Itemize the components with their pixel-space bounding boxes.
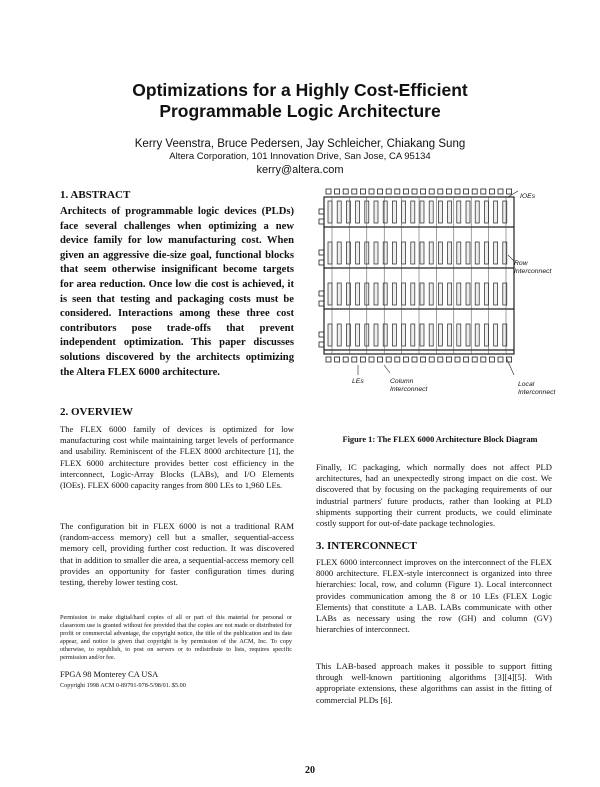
lab-rows bbox=[319, 201, 514, 350]
logic-element bbox=[374, 324, 378, 346]
label-column: Column bbox=[390, 378, 414, 385]
ioe-cell bbox=[386, 189, 391, 194]
ioe-cell bbox=[472, 357, 477, 362]
logic-element bbox=[429, 283, 433, 305]
ioe-cell bbox=[429, 357, 434, 362]
logic-element bbox=[429, 242, 433, 264]
logic-element bbox=[420, 283, 424, 305]
logic-element bbox=[356, 201, 360, 223]
logic-element bbox=[420, 324, 424, 346]
ioe-cell bbox=[498, 189, 503, 194]
logic-element bbox=[475, 242, 479, 264]
abstract-heading: 1. ABSTRACT bbox=[60, 189, 131, 201]
logic-element bbox=[346, 324, 350, 346]
logic-element bbox=[475, 324, 479, 346]
ioe-cell bbox=[412, 357, 417, 362]
logic-element bbox=[346, 283, 350, 305]
author-list: Kerry Veenstra, Bruce Pedersen, Jay Schleicher, Chiakang Sung bbox=[134, 138, 466, 150]
figure-caption: Figure 1: The FLEX 6000 Architecture Block Diagram bbox=[342, 435, 538, 444]
logic-element bbox=[337, 242, 341, 264]
ioe-cell bbox=[326, 189, 331, 194]
page-number: 20 bbox=[305, 765, 315, 776]
packaging-paragraph: Finally, IC packaging, which normally does not affect PLD architectures, had an unexpectedly strong impact on die cost. We discovered that by focusing on the packaging requirements of our industrial partners' future products, rather than looking at PLD shipments supporting their current products, we could eliminate costly support for out-of-date package technologies. bbox=[316, 462, 552, 529]
overview-heading: 2. OVERVIEW bbox=[60, 406, 133, 418]
ioe-cell bbox=[352, 189, 357, 194]
bottom-ioe-row bbox=[326, 357, 512, 362]
local-leader-line bbox=[506, 357, 514, 375]
logic-element bbox=[402, 324, 406, 346]
logic-element bbox=[457, 201, 461, 223]
logic-element bbox=[402, 242, 406, 264]
logic-element bbox=[457, 324, 461, 346]
logic-element bbox=[328, 324, 332, 346]
logic-element bbox=[484, 283, 488, 305]
logic-element bbox=[411, 283, 415, 305]
logic-element bbox=[392, 201, 396, 223]
logic-element bbox=[466, 201, 470, 223]
ioe-cell bbox=[386, 357, 391, 362]
column-leader-line bbox=[384, 365, 390, 373]
ioe-cell bbox=[481, 189, 486, 194]
logic-element bbox=[466, 324, 470, 346]
logic-element bbox=[438, 201, 442, 223]
label-local-interconnect: Interconnect bbox=[518, 389, 556, 396]
logic-element bbox=[402, 283, 406, 305]
logic-element bbox=[328, 242, 332, 264]
overview-paragraph-2: The configuration bit in FLEX 6000 is not a traditional RAM (random-access memory) cell but a smaller, sequential-access memory cell, providing further cost reduction. It was discovered that in addition to smaller die area, a sequential-access memory cell provides an opportunity for faster configuration times during testing, thereby lower testing cost. bbox=[60, 521, 294, 588]
logic-element bbox=[429, 324, 433, 346]
ioe-cell bbox=[343, 189, 348, 194]
logic-element bbox=[383, 242, 387, 264]
interconnect-paragraph-1: FLEX 6000 interconnect improves on the interconnect of the FLEX 8000 architecture. FLEX-style interconnect is organized into three hierarchies: local, row, and column (Figure 1). Local interconnect provides communication among the 8 or 10 LEs (FLEX Logic Elements) that constitute a LAB. LABs communicate with other LABs as necessary using the row (GH) and column (GV) hierarchies of interconnect. bbox=[316, 557, 552, 635]
logic-element bbox=[429, 201, 433, 223]
label-local: Local bbox=[518, 381, 535, 388]
ioe-cell bbox=[472, 189, 477, 194]
logic-element bbox=[484, 201, 488, 223]
logic-element bbox=[392, 324, 396, 346]
logic-element bbox=[337, 324, 341, 346]
logic-element bbox=[356, 242, 360, 264]
interconnect-heading: 3. INTERCONNECT bbox=[316, 540, 417, 552]
logic-element bbox=[328, 201, 332, 223]
top-ioe-row bbox=[326, 189, 512, 194]
ioe-cell bbox=[326, 357, 331, 362]
abstract-text: Architects of programmable logic devices (PLDs) face several challenges when optimizing a new device family for low manufacturing cost. When given an aggressive die-size goal, functional blocks that seem otherwise insignificant become targets for area reduction. Once low die cost is achieved, it is seen that testing and packaging costs must be considered. Interactions among these three cost contributors pose trade-offs that prevent independent optimization. This paper discusses solutions discovered by the architects optimizing the Altera FLEX 6000 architecture. bbox=[60, 206, 294, 378]
ioe-cell bbox=[438, 189, 443, 194]
logic-element bbox=[392, 242, 396, 264]
logic-element bbox=[457, 242, 461, 264]
logic-element bbox=[411, 242, 415, 264]
side-ioe bbox=[319, 209, 324, 214]
label-row: Row bbox=[514, 260, 528, 267]
logic-element bbox=[337, 201, 341, 223]
ioe-cell bbox=[378, 189, 383, 194]
ioe-cell bbox=[421, 189, 426, 194]
logic-element bbox=[494, 201, 498, 223]
ioe-cell bbox=[455, 357, 460, 362]
ioe-cell bbox=[429, 189, 434, 194]
logic-element bbox=[337, 283, 341, 305]
ioe-cell bbox=[395, 357, 400, 362]
ioe-cell bbox=[335, 357, 340, 362]
logic-element bbox=[346, 242, 350, 264]
logic-element bbox=[420, 201, 424, 223]
ioe-cell bbox=[378, 357, 383, 362]
logic-element bbox=[383, 201, 387, 223]
logic-element bbox=[402, 201, 406, 223]
logic-element bbox=[374, 283, 378, 305]
ioe-cell bbox=[403, 189, 408, 194]
logic-element bbox=[411, 324, 415, 346]
ioe-cell bbox=[446, 189, 451, 194]
logic-element bbox=[448, 283, 452, 305]
logic-element bbox=[494, 283, 498, 305]
logic-element bbox=[420, 242, 424, 264]
side-ioe bbox=[319, 301, 324, 306]
ioe-cell bbox=[481, 357, 486, 362]
ioe-cell bbox=[464, 357, 469, 362]
ioe-cell bbox=[446, 357, 451, 362]
logic-element bbox=[448, 201, 452, 223]
logic-element bbox=[484, 324, 488, 346]
logic-element bbox=[383, 324, 387, 346]
ioe-cell bbox=[343, 357, 348, 362]
author-email[interactable]: kerry@altera.com bbox=[256, 164, 344, 176]
ioe-cell bbox=[352, 357, 357, 362]
side-ioe bbox=[319, 260, 324, 265]
logic-element bbox=[494, 324, 498, 346]
ioe-cell bbox=[498, 357, 503, 362]
venue-line: FPGA 98 Monterey CA USA bbox=[60, 670, 159, 679]
ioe-cell bbox=[421, 357, 426, 362]
side-ioe bbox=[319, 291, 324, 296]
logic-element bbox=[466, 242, 470, 264]
side-ioe bbox=[319, 219, 324, 224]
label-column-interconnect: Interconnect bbox=[390, 386, 428, 393]
logic-element bbox=[466, 283, 470, 305]
logic-element bbox=[448, 324, 452, 346]
logic-element bbox=[346, 201, 350, 223]
ioe-cell bbox=[489, 189, 494, 194]
logic-element bbox=[475, 201, 479, 223]
side-ioe bbox=[319, 332, 324, 337]
side-ioe bbox=[319, 342, 324, 347]
logic-element bbox=[328, 283, 332, 305]
logic-element bbox=[457, 283, 461, 305]
permission-notice: Permission to make digital/hard copies of all or part of this material for personal or classroom use is granted without fee provided that the copies are not made or distributed for profit or commercial advantage, the copyright notice, the title of the publication and its date appear, and notice is given that copyright is by permission of the ACM, Inc. To copy otherwise, to republish, to post on servers or to redistribute to lists, requires specific permission and/or fee. bbox=[60, 614, 292, 661]
ioe-cell bbox=[455, 189, 460, 194]
ioe-cell bbox=[438, 357, 443, 362]
logic-element bbox=[475, 283, 479, 305]
ioe-cell bbox=[489, 357, 494, 362]
ioe-cell bbox=[464, 189, 469, 194]
ioe-cell bbox=[507, 189, 512, 194]
paper-title-line1: Optimizations for a Highly Cost-Efficient bbox=[132, 80, 468, 100]
logic-element bbox=[484, 242, 488, 264]
logic-element bbox=[392, 283, 396, 305]
logic-element bbox=[356, 283, 360, 305]
logic-element bbox=[438, 324, 442, 346]
label-les: LEs bbox=[352, 378, 364, 385]
ioe-cell bbox=[369, 189, 374, 194]
ioe-cell bbox=[360, 357, 365, 362]
ioe-cell bbox=[369, 357, 374, 362]
ioe-cell bbox=[335, 189, 340, 194]
logic-element bbox=[356, 324, 360, 346]
ioe-cell bbox=[412, 189, 417, 194]
paper-title-line2: Programmable Logic Architecture bbox=[159, 101, 441, 121]
logic-element bbox=[438, 242, 442, 264]
logic-element bbox=[374, 201, 378, 223]
logic-element bbox=[438, 283, 442, 305]
logic-element bbox=[411, 201, 415, 223]
label-ioes: IOEs bbox=[520, 193, 536, 200]
affiliation: Altera Corporation, 101 Innovation Drive, San Jose, CA 95134 bbox=[169, 151, 431, 162]
ioe-cell bbox=[403, 357, 408, 362]
ioe-cell bbox=[395, 189, 400, 194]
interconnect-paragraph-2: This LAB-based approach makes it possible to support fitting through well-known partitioning algorithms [3][4][5]. With appropriate extensions, these algorithms can assist in the fitting of commercial PLDs [6]. bbox=[316, 661, 552, 705]
label-row-interconnect: Interconnect bbox=[514, 268, 552, 275]
overview-paragraph-1: The FLEX 6000 family of devices is optimized for low manufacturing cost while maintaining target levels of performance and usability. Reminiscent of the FLEX 8000 architecture [1], the FLEX 6000 architecture provides better cost efficiency in the interconnect, Logic-Array Blocks (LABs), and I/O Elements (IOEs). FLEX 6000 capacity ranges from 800 LEs to 1,960 LEs. bbox=[60, 424, 294, 491]
side-ioe bbox=[319, 250, 324, 255]
logic-element bbox=[494, 242, 498, 264]
copyright-line: Copyright 1998 ACM 0-89791-978-5/98/01..$5.00 bbox=[60, 682, 186, 689]
ioe-cell bbox=[360, 189, 365, 194]
logic-element bbox=[374, 242, 378, 264]
logic-element bbox=[383, 283, 387, 305]
logic-element bbox=[448, 242, 452, 264]
